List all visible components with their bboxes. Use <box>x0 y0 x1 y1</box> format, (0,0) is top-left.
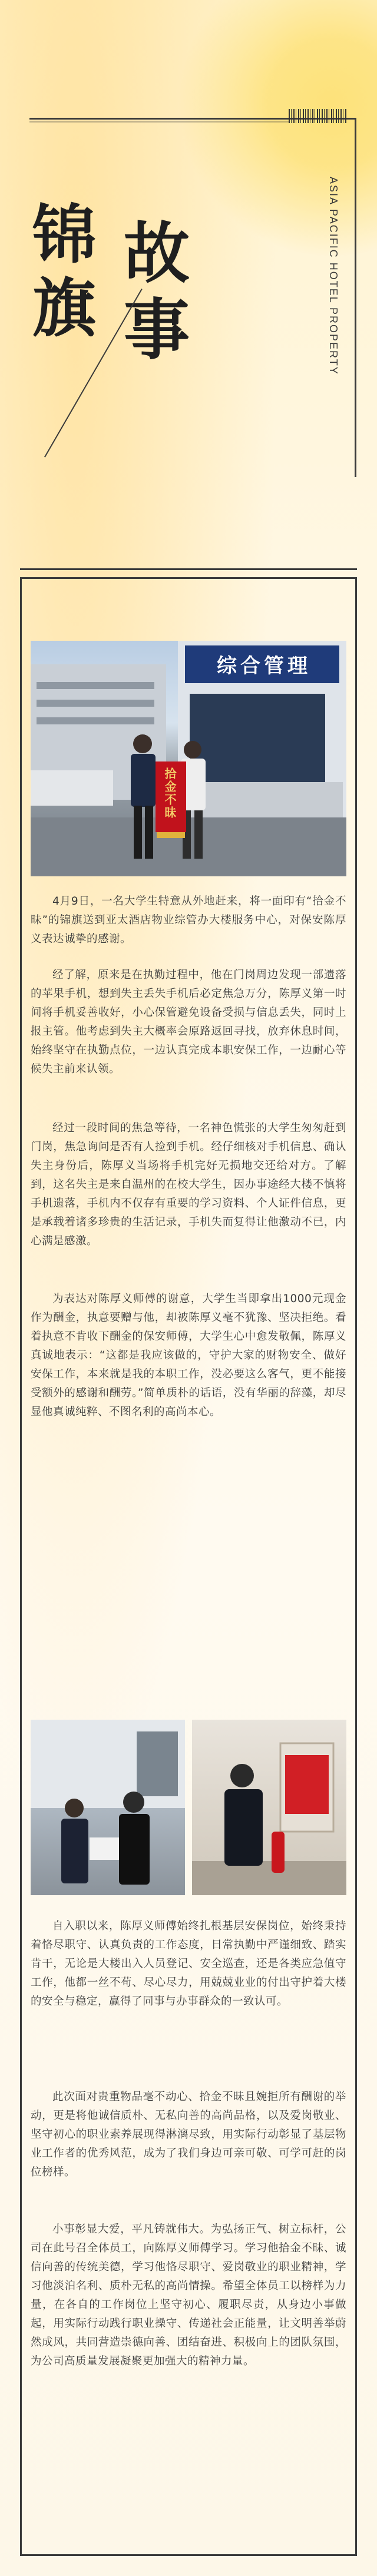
title-char-4: 事 <box>124 292 190 369</box>
photo-guard-fire-extinguisher-scene <box>192 1720 346 1895</box>
title-char-2: 旗 <box>32 271 97 346</box>
paragraph-5: 自入职以来，陈厚义师傅始终扎根基层安保岗位，始终秉持着恪尽职守、认真负责的工作态度，日常执勤中严谨细致、踏实肯干，无论是大楼出入人员登记、安全巡查，还是各类应急值守工作，他都一丝不苟、尽心尽力，用兢兢业业的付出守护着大楼的安全与稳定，赢得了同事与办事群众的一致认可。 <box>31 1920 346 2008</box>
title-char-3: 故 <box>124 215 190 292</box>
paragraph-1: 4月9日，一名大学生特意从外地赶来，将一面印有“拾金不昧”的锦旗送到亚太酒店物业综管办大楼服务中心，对保安陈厚义表达诚挚的感谢。 <box>31 895 346 945</box>
paragraph-3: 经过一段时间的焦急等待，一名神色慌张的大学生匆匆赶到门岗，焦急询问是否有人捡到手机。经仔细核对手机信息、确认失主身份后，陈厚义当场将手机完好无损地交还给对方。了解到，这名失主是来自温州的在校大学生，因办事途经大楼不慎将手机遗落，手机内不仅存有重要的学习资料、个人证件信息，更是承载着诸多珍贵的生活记录，手机失而复得让他激动不已，内心满是感激。 <box>31 1122 346 1247</box>
title-char-1: 锦 <box>32 198 97 272</box>
photo-banner-handover <box>31 641 346 876</box>
barcode-decoration <box>289 109 348 123</box>
photo-guard-registration-scene <box>31 1720 185 1895</box>
vertical-english-title: ASIA PACIFIC HOTEL PROPERTY <box>328 177 339 375</box>
paragraph-6: 此次面对贵重物品毫不动心、拾金不昧且婉拒所有酬谢的举动，更是将他诚信质朴、无私向善的高尚品格，以及爱岗敬业、坚守初心的职业素养展现得淋漓尽致，用实际行动彰显了基层物业工作者的优秀风范，成为了我们身边可亲可敬、可学可赶的岗位榜样。 <box>31 2091 346 2178</box>
paragraph-4: 为表达对陈厚义师傅的谢意，大学生当即拿出1000元现金作为酬金，执意要赠与他，却被陈厚义毫不犹豫、坚决拒绝。看着执意不肯收下酬金的保安师傅，大学生心中愈发敬佩，陈厚义真诚地表示：“这都是我应该做的，守护大家的财物安全、做好安保工作，本来就是我的本职工作，没必要这么客气，更不能接受额外的感谢和酬劳。”简单质朴的话语，没有华丽的辞藻，却尽显他真诚纯粹、不图名利的高尚本心。 <box>31 1293 346 1418</box>
photo-guard-fire-extinguisher <box>192 1720 346 1895</box>
header-divider <box>29 121 289 122</box>
paragraph-7: 小事彰显大爱，平凡铸就伟大。为弘扬正气、树立标杆，公司在此号召全体员工，向陈厚义师傅学习。学习他拾金不昧、诚信向善的传统美德，学习他恪尽职守、爱岗敬业的职业精神，学习他淡泊名利、质朴无私的高尚情操。希望全体员工以榜样为力量，在各自的工作岗位上坚守初心、履职尽责，从身边小事做起，用实际行动践行职业操守、传递社会正能量，让文明善举蔚然成风，共同营造崇德向善、团结奋进、积极向上的团队氛围，为公司高质量发展凝聚更加强大的精神力量。 <box>31 2223 346 2368</box>
photo-guard-registration <box>31 1720 185 1895</box>
paragraph-2: 经了解，原来是在执勤过程中，他在门岗周边发现一部遗落的苹果手机，想到失主丢失手机后必定焦急万分，陈厚义第一时间将手机妥善收好，小心保管避免设备受损与信息丢失，同时上报主管。他考虑到失主大概率会原路返回寻找，放弃休息时间，始终坚守在执勤点位，一边认真完成本职安保工作，一边耐心等候失主前来认领。 <box>31 969 346 1075</box>
photo-sign-text: 综合管理 <box>217 654 311 678</box>
banner-text: 拾金不昧 <box>163 767 177 819</box>
